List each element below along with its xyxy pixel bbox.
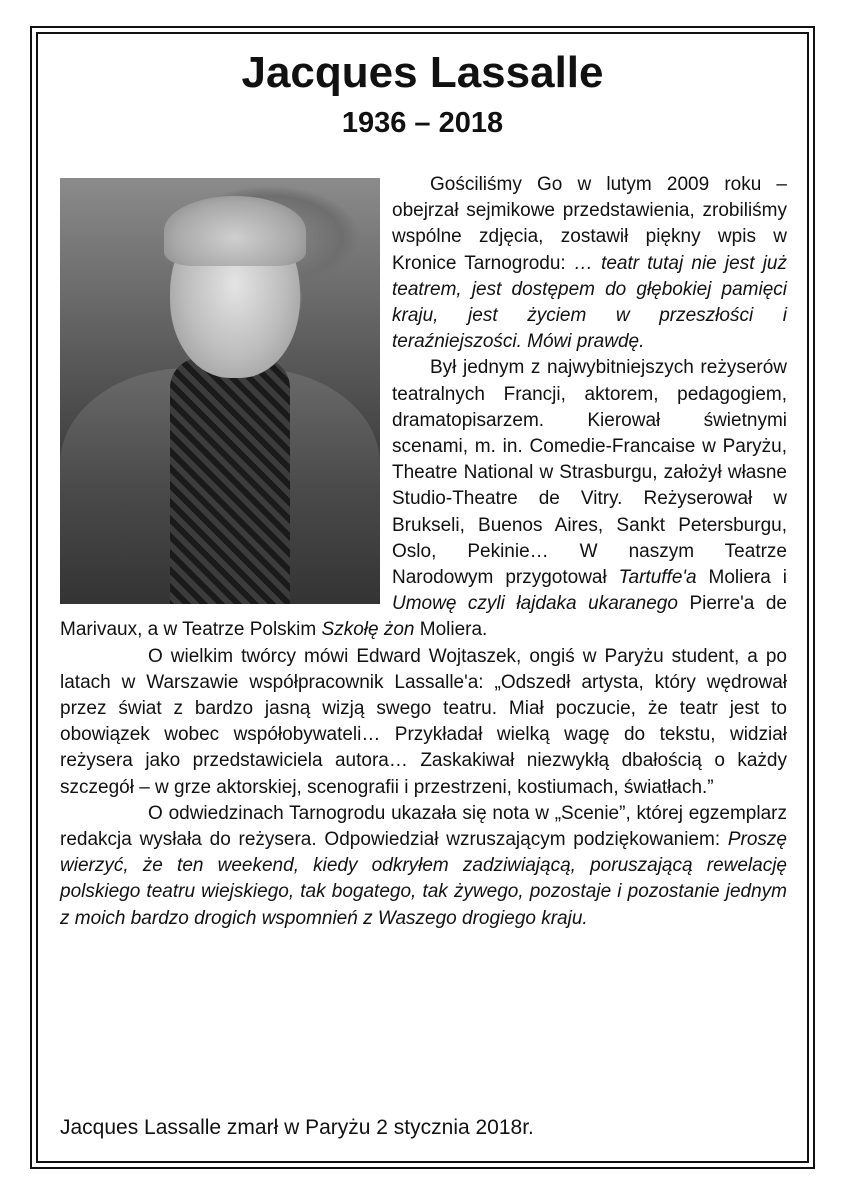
article-body (60, 172, 787, 932)
career-text-d: Moliera. (414, 619, 488, 641)
title-szkola-zon: Szkołę żon (321, 619, 415, 641)
title-umowa: Umowę czyli łajdaka ukaranego (392, 593, 678, 615)
scena-text: O odwiedzinach Tarnogrodu ukazała się nota w „Scenie”, której egzemplarz redakcja wysłała do reżysera. Odpowiedział wzruszającym podziękowaniem: (60, 802, 787, 851)
paragraph-visit-text: Gościliśmy Go w lutym 2009 roku – obejrzał sejmikowe przedstawienia, zrobiliśmy wspólne zdjęcia, zostawił piękny wpis w Kronice Tarnogrodu: (392, 174, 787, 274)
closing-line: Jacques Lassalle zmarł w Paryżu 2 stycznia 2018r. (60, 1116, 534, 1139)
chronicle-quote: … teatr tutaj nie jest już teatrem, jest dostępem do głębokiej pamięci kraju, jest życiem w przeszłości i teraźniejszości. Mówi prawdę. (392, 252, 787, 353)
letter-quote: Proszę wierzyć, że ten weekend, kiedy odkryłem zadziwiającą, poruszającą rewelację polskiego teatru wiejskiego, tak bogatego, tak żywego, pozostaje i pozostanie jednym z moich bardzo drogich wspomnień z Waszego drogiego kraju. (60, 829, 787, 929)
career-text-c: Pierre'a de Marivaux, a w Teatrze Polskim (60, 593, 787, 641)
career-text-b: Moliera i (696, 567, 787, 589)
life-years: 1936 – 2018 (341, 107, 504, 139)
paragraph-wojtaszek: O wielkim twórcy mówi Edward Wojtaszek, ongiś w Paryżu student, a po latach w Warszawie współpracownik Lassalle'a: „Odszedł artysta, który wędrował przez świat z bardzo jasną wizją swego teatru. Miał poczucie, że teatr jest to obowiązek wobec współobywateli… Przykładał wielką wagę do tekstu, widział reżysera jako przedstawiciela autora… Zaskakiwał niezwykłą dbałością o każdy szczegół – w grze aktorskiej, scenografii i przestrzeni, kostiumach, światłach.” (60, 645, 787, 798)
portrait-photo (60, 178, 380, 604)
page-title: Jacques Lassalle (241, 48, 604, 97)
career-text-a: Był jednym z najwybitniejszych reżyserów teatralnych Francji, aktorem, pedagogiem, dramatopisarzem. Kierował świetnymi scenami, m. in. Comedie-Francaise w Paryżu, Theatre National w Strasburgu, założył własne Studio-Theatre de Vitry. Reżyserował w Brukseli, Buenos Aires, Sankt Petersburgu, Oslo, Pekinie… W naszym Teatrze Narodowym przygotował (392, 357, 787, 589)
paragraph-scena (60, 801, 787, 932)
photo-hair (164, 196, 306, 266)
photo-scarf (170, 358, 290, 604)
title-tartuffe: Tartuffe'a (618, 567, 697, 589)
